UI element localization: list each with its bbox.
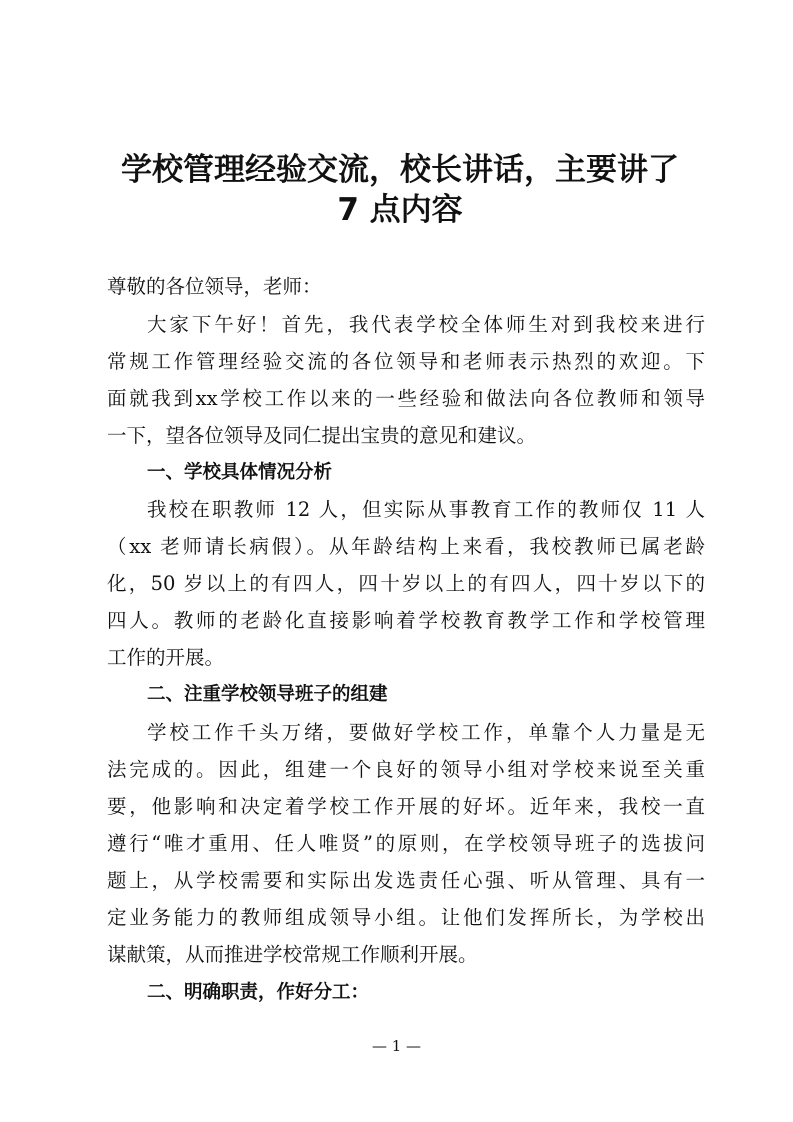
section-heading-1: 一、学校具体情况分析: [147, 462, 333, 483]
para2-line: 要，他影响和决定着学校工作开展的好坏。近年来，我校一直: [107, 795, 705, 818]
page-number: — 1 —: [371, 1037, 422, 1055]
para2-line: 定业务能力的教师组成领导小组。让他们发挥所长，为学校出: [107, 906, 705, 929]
intro-line: 一下，望各位领导及同仁提出宝贵的意见和建议。: [107, 424, 537, 447]
intro-line: 常规工作管理经验交流的各位领导和老师表示热烈的欢迎。下: [107, 350, 705, 373]
para1-line: 四人。教师的老龄化直接影响着学校教育教学工作和学校管理: [107, 609, 705, 632]
document-title-line-2: 7 点内容: [337, 192, 463, 228]
intro-line: 面就我到xx学校工作以来的一些经验和做法向各位教师和领导: [107, 387, 705, 410]
para2-line: 谋献策，从而推进学校常规工作顺利开展。: [107, 943, 478, 966]
para2-line: 学校工作千头万绪，要做好学校工作，单靠个人力量是无: [147, 721, 705, 744]
section-heading-2: 二、注重学校领导班子的组建: [147, 684, 388, 705]
intro-line: 大家下午好！首先，我代表学校全体师生对到我校来进行: [147, 313, 705, 336]
section-heading-3: 二、明确职责，作好分工：: [147, 982, 370, 1003]
para1-line: 我校在职教师 12 人，但实际从事教育工作的教师仅 11 人: [147, 498, 705, 521]
para1-line: （xx 老师请长病假）。从年龄结构上来看，我校教师已属老龄: [107, 535, 705, 558]
greeting: 尊敬的各位领导，老师：: [107, 275, 322, 298]
para2-line: 法完成的。因此，组建一个良好的领导小组对学校来说至关重: [107, 758, 705, 781]
para1-line: 化，50 岁以上的有四人，四十岁以上的有四人，四十岁以下的: [107, 572, 705, 595]
document-title-line-1: 学校管理经验交流，校长讲话，主要讲了: [121, 152, 679, 188]
para2-line: 遵行“唯才重用、任人唯贤”的原则，在学校领导班子的选拔问: [107, 832, 705, 855]
para2-line: 题上，从学校需要和实际出发选责任心强、听从管理、具有一: [107, 869, 705, 892]
para1-line: 工作的开展。: [107, 646, 225, 669]
